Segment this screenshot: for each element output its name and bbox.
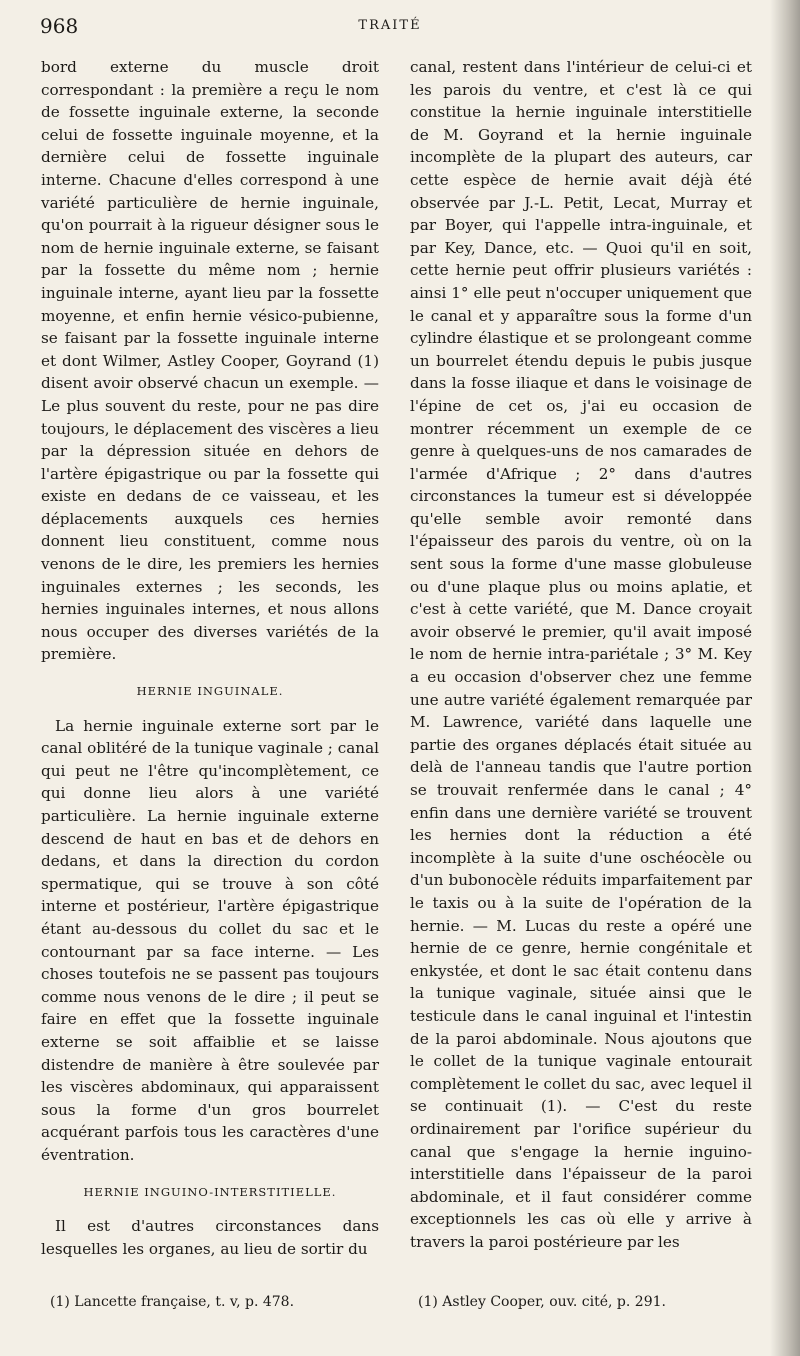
left-paragraph-2: La hernie inguinale externe sort par le canal oblitéré de la tunique vaginale ; canal qui peut ne l'être qu'incomplètement, ce qui donne lieu alors à une variété particulière. La hernie inguinale externe descend de haut en bas et de dehors en dedans, et dans la direction du cordon spermatique, qui se trouve à son côté interne et postérieur, l'artère épigastrique étant au-dessous du collet du sac et le contournant par sa face interne. — Les choses toutefois ne se passent pas toujours comme nous venons de le dire ; il peut se faire en effet que la fossette inguinale externe se soit affaiblie et se laisse distendre de manière à être soulevée par les viscères abdominaux, qui apparaissent sous la forme d'un gros bourrelet acquérant parfois tous les caractères d'une éventration. [41,716,379,1164]
section-heading-hernie-inguinale: HERNIE INGUINALE. [136,684,284,699]
right-paragraph-1: canal, restent dans l'intérieur de celui-ci et les parois du ventre, et c'est là ce qui constitue la hernie inguinale interstitielle de M. Goyrand et la hernie inguinale incomplète de la plupart des auteurs, car cette espèce de hernie avait déjà été observée par J.-L. Petit, Lecat, Murray et par Boyer, qui l'appelle intra-inguinale, et par Key, Dance, etc. — Quoi qu'il en soit, cette hernie peut offrir plusieurs variétés : ainsi 1° elle peut n'occuper uniquement que le canal et y apparaître sous la forme d'un cylindre élastique et se prolongeant comme un bourrelet étendu depuis le pubis jusque dans la fosse iliaque et dans le voisinage de l'épine de cet os, j'ai eu occasion de montrer récemment un exemple de ce genre à quelques-uns de nos camarades de l'armée d'Afrique ; 2° dans d'autres circonstances la tumeur est si développée qu'elle semble avoir remonté dans l'épaisseur des parois du ventre, où on la sent sous la forme d'une masse globuleuse ou d'une plaque plus ou moins aplatie, et c'est à cette variété, que M. Dance croyait avoir observé le premier, qu'il avait imposé le nom de hernie intra-pariétale ; 3° M. Key a eu occasion d'observer chez une femme une autre variété également remarquée par M. Lawrence, variété dans laquelle une partie des organes déplacés était située au delà de l'anneau tandis que l'autre portion se trouvait renfermée dans le canal ; 4° enfin dans une dernière variété se trouvent les hernies dont la réduction a été incomplète à la suite d'une oschéocèle ou d'un bubonocèle réduits imparfaitement par le taxis ou à la suite de l'opération de la hernie. — M. Lucas du reste a opéré une hernie de ce genre, hernie congénitale et enkystée, et dont le sac était contenu dans la tunique vaginale, située ainsi que le testicule dans le canal inguinal et l'intestin de la paroi abdominale. Nous ajoutons que le collet de la tunique vaginale entourait complètement le collet du sac, avec lequel il se continuait (1). — C'est du reste ordinairement par l'orifice supérieur du canal que s'engage la hernie inguino-interstitielle dans l'épaisseur de la paroi abdominale, et il faut considérer comme exceptionnels les cas où elle y arrive à travers la paroi postérieure par les [410,58,752,1251]
footnote-right: (1) Astley Cooper, ouv. cité, p. 291. [418,1294,666,1310]
running-title: TRAITÉ [358,18,422,33]
page-header [40,14,740,44]
page-edge-shadow [770,0,800,1356]
left-paragraph-3: Il est d'autres circonstances dans lesquelles les organes, au lieu de sortir du [41,1217,379,1258]
page-number: 968 [40,14,79,38]
section-heading-inguino-interstitielle: HERNIE INGUINO-INTERSTITIELLE. [83,1184,337,1199]
footnote-left: (1) Lancette française, t. v, p. 478. [50,1294,295,1310]
right-column [410,56,752,1253]
left-column [41,56,379,1260]
left-paragraph-1: bord externe du muscle droit correspondant : la première a reçu le nom de fossette inguinale externe, la seconde celui de fossette inguinale moyenne, et la dernière celui de fossette inguinale interne. Chacune d'elles correspond à une variété particulière de hernie inguinale, qu'on pourrait à la rigueur désigner sous le nom de hernie inguinale externe, se faisant par la fossette du même nom ; hernie inguinale interne, ayant lieu par la fossette moyenne, et enfin hernie vésico-pubienne, se faisant par la fossette inguinale interne et dont Wilmer, Astley Cooper, Goyrand (1) disent avoir observé chacun un exemple. — Le plus souvent du reste, pour ne pas dire toujours, le déplacement des viscères a lieu par la dépression située en dehors de l'artère épigastrique ou par la fossette qui existe en dedans de ce vaisseau, et les déplacements auxquels ces hernies donnent lieu constituent, comme nous venons de le dire, les premiers les hernies inguinales externes ; les seconds, les hernies inguinales internes, et nous allons nous occuper des diverses variétés de la première. [41,58,379,664]
